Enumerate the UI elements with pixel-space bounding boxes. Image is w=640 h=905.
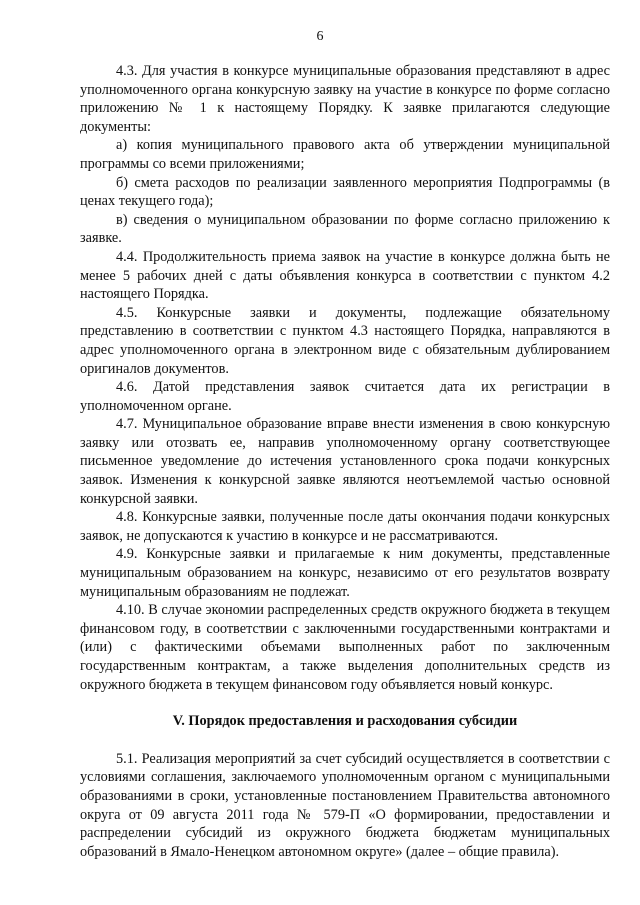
page-number: 6 xyxy=(316,29,324,44)
paragraph-4-8: 4.8. Конкурсные заявки, полученные после даты окончания подачи конкурсных заявок, не допускаются к участию в конкурсе и не рассматриваются. xyxy=(80,509,610,544)
paragraph-4-3: 4.3. Для участия в конкурсе муниципальные образования представляют в адрес уполномоченного органа конкурсную заявку на участие в конкурсе по форме согласно приложению № 1 к настоящему Порядку. К заявке прилагаются следующие документы: xyxy=(80,63,610,135)
list-item-a: а) копия муниципального правового акта об утверждении муниципальной программы со всеми приложениями; xyxy=(80,137,610,172)
paragraph-4-7: 4.7. Муниципальное образование вправе внести изменения в свою конкурсную заявку или отозвать ее, направив уполномоченному органу соответствующее письменное уведомление до истечения установленного срока подачи конкурсных заявок. Изменения к конкурсной заявке являются неотъемлемой частью основной конкурсной заявки. xyxy=(80,416,610,507)
paragraph-4-4: 4.4. Продолжительность приема заявок на участие в конкурсе должна быть не менее 5 рабочих дней с даты объявления конкурса в соответствии с пунктом 4.2 настоящего Порядка. xyxy=(80,248,610,303)
paragraph-5-1: 5.1. Реализация мероприятий за счет субсидий осуществляется в соответствии с условиями соглашения, заключаемого уполномоченным органом с муниципальными образованиями в сроки, установленные постановлением Правительства автономного округа от 09 августа 2011 года № 579-П «О формировании, предоставлении и распределении субсидий из окружного бюджета бюджетам муниципальных образований в Ямало-Ненецком автономном округе» (далее – общие правила). xyxy=(80,750,610,860)
paragraph-4-5: 4.5. Конкурсные заявки и документы, подлежащие обязательному представлению в соответствии с пунктом 4.3 настоящего Порядка, направляются в адрес уполномоченного органа в электронном виде с обязательным дублированием оригиналов документов. xyxy=(80,304,610,377)
section-heading: V. Порядок предоставления и расходования субсидии xyxy=(172,713,518,730)
paragraph-4-10: 4.10. В случае экономии распределенных средств окружного бюджета в текущем финансовом году, в соответствии с заключенными государственными контрактами и (или) с фактическими объемами выполненных работ по заключенным государственным контрактам, а также выделения дополнительных средств из окружного бюджета в текущем финансовом году объявляется новый конкурс. xyxy=(80,602,610,693)
paragraph-4-9: 4.9. Конкурсные заявки и прилагаемые к ним документы, представленные муниципальным образованием на конкурс, независимо от его результатов возврату муниципальным образованиям не подлежат. xyxy=(80,546,610,600)
document-body xyxy=(80,62,610,861)
list-item-v: в) сведения о муниципальном образовании по форме согласно приложению к заявке. xyxy=(80,211,610,247)
paragraph-4-6: 4.6. Датой представления заявок считается дата их регистрации в уполномоченном органе. xyxy=(80,379,610,414)
list-item-b: б) смета расходов по реализации заявленного мероприятия Подпрограммы (в ценах текущего года); xyxy=(80,174,610,210)
